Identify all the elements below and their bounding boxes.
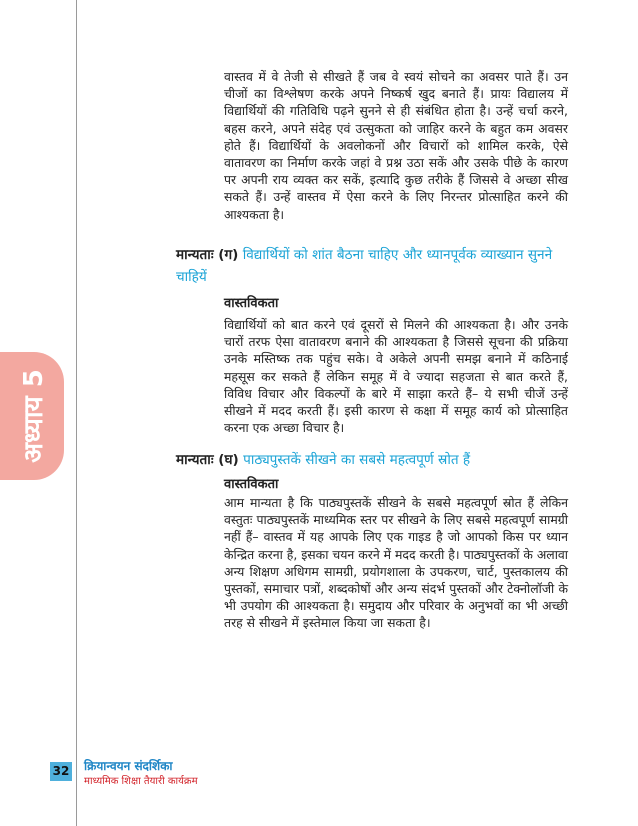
chapter-tab-label: अध्याय 5 (19, 369, 49, 463)
page-number: 32 (50, 762, 72, 781)
reality-heading-c: वास्तविकता (224, 296, 279, 311)
paragraph-reality-c: विद्यार्थियों को बात करने एवं दूसरों से मिलने की आश्यकता है। और उनके चारों तरफ ऐसा वातावरण बनाने की आश्यकता है जिससे सूचना की प्रक्रिया उनके मस्तिष्क तक पहुंच सके। वे अकेले अपनी समझ बनाने में कठिनाई महसूस कर सकते हैं लेकिन समूह में वे ज्यादा सहजता से बात करते हैं, विविध विचार और विकल्पों के बारे में साझा करते हैं– ये सभी चीजें उन्हें सीखने में मदद करती हैं। इसी कारण से कक्षा में समूह कार्य को प्रोत्साहित करना एक अच्छा विचार है। (224, 317, 568, 436)
footer-title: क्रियान्वयन संदर्शिका (84, 759, 173, 773)
myth-d-text: पाठ्यपुस्तकें सीखने का सबसे महत्वपूर्ण स्रोत हैं (243, 452, 471, 468)
paragraph-intro: वास्तव में वे तेजी से सीखते हैं जब वे स्वयं सोचने का अवसर पाते हैं। उन चीजों का विश्लेषण करके अपने निष्कर्ष खुद बनाते हैं। प्रायः विद्यालय में विद्यार्थियों की गतिविधि पढ़ने सुनने से ही संबंधित होता है। उन्हें चर्चा करने, बहस करने, अपने संदेह एवं उत्सुकता को जाहिर करने के बहुत कम अवसर होते हैं। विद्यार्थियों के अवलोकनों और विचारों को शामिल करके, ऐसे वातावरण का निर्माण करके जहां वे प्रश्न उठा सकें और उसके पीछे के कारण पर अपनी राय व्यक्त कर सकें, इत्यादि कुछ तरीके हैं जिससे वे अच्छा सीख सकते हैं। उन्हें वास्तव में ऐसा करने के लिए निरन्तर प्रोत्साहित करने की आश्यकता है। (224, 69, 568, 222)
margin-rule (76, 0, 77, 826)
myth-d-label: मान्यताः (घ) (176, 452, 239, 468)
myth-d (176, 449, 568, 471)
reality-heading-d: वास्तविकता (224, 477, 279, 492)
myth-c-label: मान्यताः (ग) (176, 247, 239, 263)
myth-c-text: विद्यार्थियों को शांत बैठना चाहिए और ध्यानपूर्वक व्याख्यान सुनने चाहियें (176, 247, 553, 285)
footer-subtitle: माध्यमिक शिक्षा तैयारी कार्यक्रम (84, 776, 198, 787)
paragraph-reality-d: आम मान्यता है कि पाठ्यपुस्तकें सीखने के सबसे महत्वपूर्ण स्रोत हैं लेकिन वस्तुतः पाठ्यपुस्तकें माध्यमिक स्तर पर सीखने के लिए सबसे महत्वपूर्ण सामग्री नहीं हैं– वास्तव में यह आपके लिए एक गाइड है जो आपको किस पर ध्यान केन्द्रित करना है, इसका चयन करने में मदद करती है। पाठ्यपुस्तकों के अलावा अन्य शिक्षण अधिगम सामग्री, प्रयोगशाला के उपकरण, चार्ट, पुस्तकालय की पुस्तकों, समाचार पत्रों, शब्दकोषों और अन्य संदर्भ पुस्तकों और टेक्नोलॉजी के भी उपयोग की आश्यकता है। समुदाय और परिवार के अनुभवों का भी अच्छी तरह से सीखने में इस्तेमाल किया जा सकता है। (224, 495, 568, 631)
chapter-tab (0, 352, 64, 480)
myth-c (176, 244, 568, 288)
